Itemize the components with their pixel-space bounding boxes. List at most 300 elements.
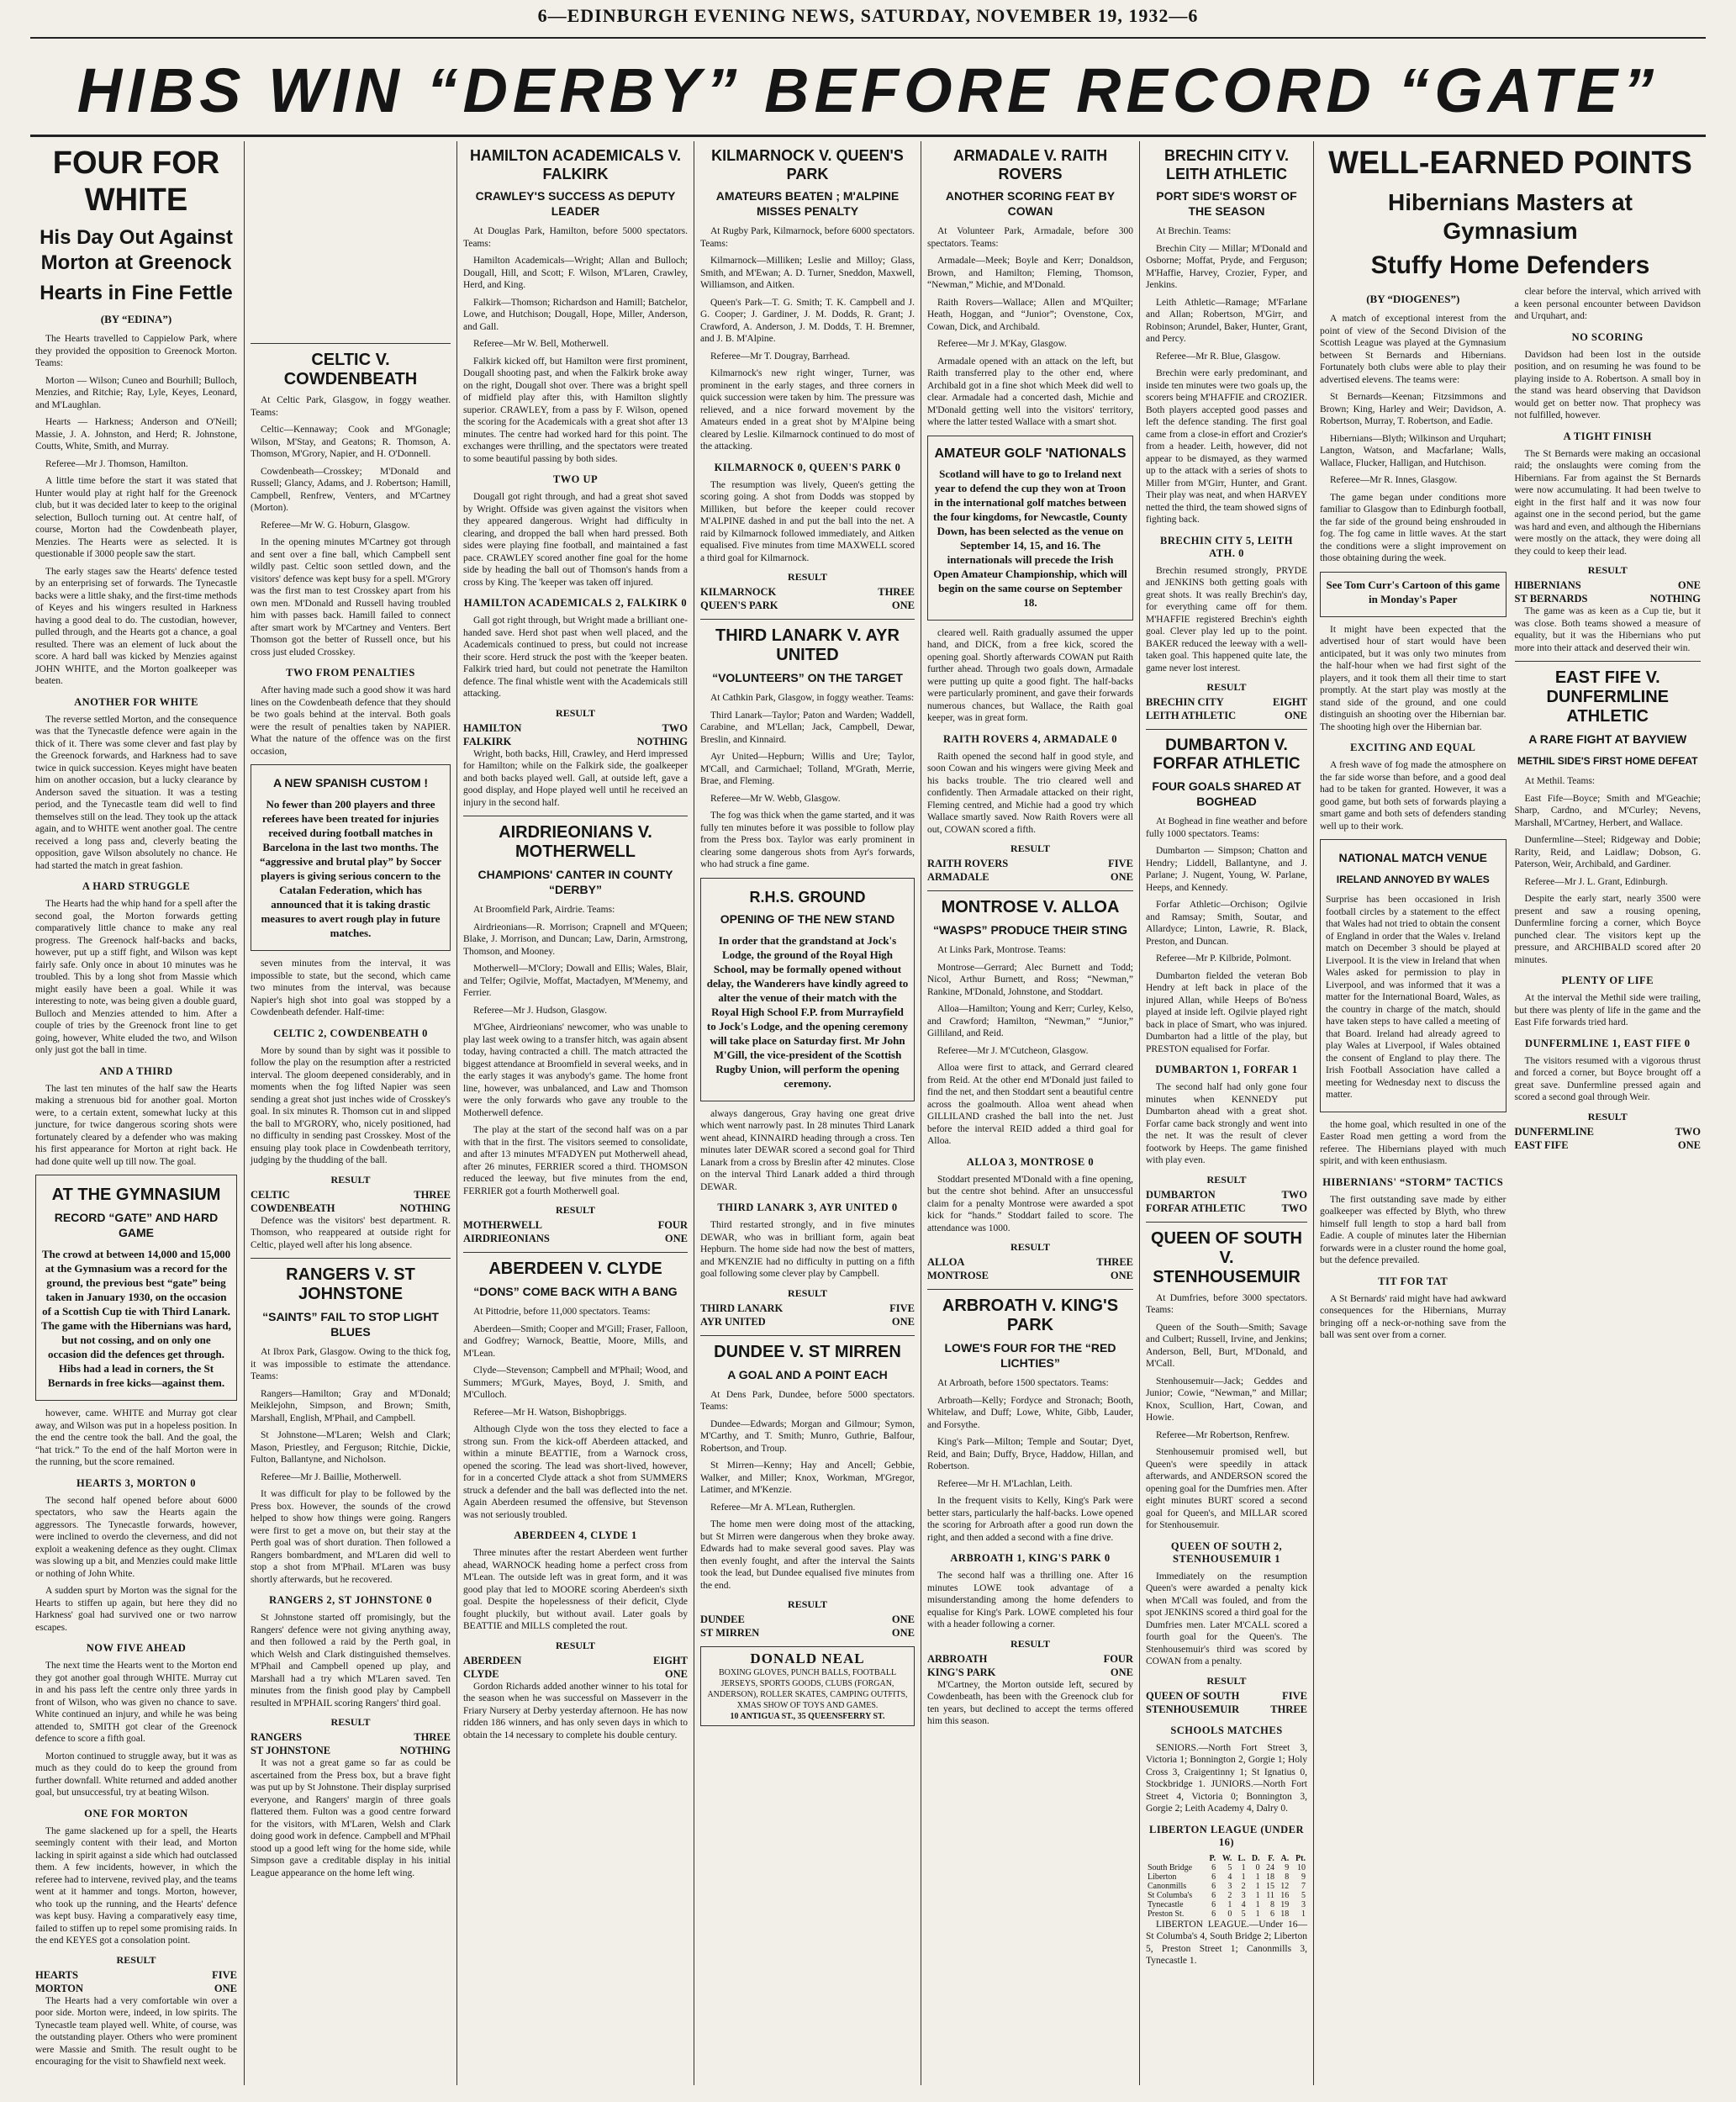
- spanish-custom-heading: A NEW SPANISH CUSTOM !: [272, 776, 429, 790]
- article-paragraph: Stenhousemuir promised well, but Queen's were speedily in attack afterwards, and ANDERSON scored the opening goal for the Dumfries men. After eight minutes BURT scored a second goal for Queen's, and MILLAR scored for Stenhousemuir.: [1146, 1447, 1307, 1530]
- article-paragraph: Brechin were early predominant, and inside ten minutes were two goals up, the scorers being M'HAFFIE and CROZIER. Both players accepted good passes and left the defence standing. The first goal came from a close-in effort and Crozier's from a header. Leith, however, did not appear to be dismayed, as they warmed up to the attack with a series of shots to Miller from M'Girr, Hunter, and Grant. Their play was neat, and when HARVEY netted the third, the team showed signs of fighting back.: [1146, 368, 1307, 525]
- result-line: [700, 1302, 915, 1315]
- team-name: QUEEN'S PARK: [700, 599, 778, 611]
- article-paragraph: Third restarted strongly, and in five minutes DEWAR, who was in brilliant form, again beat Hepburn. The home side had now the best of matters, and M'KENZIE had no difficulty in putting on a fifth goal following some clever play by Campbell.: [700, 1220, 915, 1279]
- section-heading: NO SCORING: [1571, 330, 1644, 343]
- team-score: THREE: [878, 586, 915, 598]
- result-line: [251, 1730, 451, 1744]
- result-line: [463, 1654, 688, 1667]
- article-paragraph: Brechin resumed strongly, PRYDE and JENKINS both getting goals with great shots. It was really Brechin's day, for everything came off for them. M'HAFFIE registered Brechin's eighth goal. Clever play led up to the point. BAKER reduced the leeway with a well-taken goal. This happened quite late, the game never lost interest.: [1146, 565, 1307, 673]
- article-paragraph: seven minutes from the interval, it was impossible to state, but the second, which came two minutes from the interval, was because Napier's high shot into goal was stopped by a Cowdenbeath defender. Half-time:: [251, 959, 451, 1017]
- referee-line: Referee—Mr J. Baillie, Motherwell.: [261, 1471, 402, 1482]
- article-paragraph: At Arbroath, before 1500 spectators. Teams:: [937, 1378, 1109, 1388]
- result-line: [700, 1613, 915, 1626]
- league-cell: 3: [1227, 1881, 1232, 1891]
- league-cell: 1: [1241, 1872, 1246, 1882]
- article-paragraph: More by sound than by sight was it possible to follow the play on the resumption after a restricted interval. The gloom deepened considerably, and in moments when the fog lifted Napier was seen sending a great shot just inches wide of Crosskey's goal. In six minutes R. Thomson cut in and slipped the ball to M'GRORY, who, nicely positioned, had no difficulty in sending past Crosskey. Most of the ensuing play took place in Cowdenbeath territory, judging by the thudding of the ball.: [251, 1045, 451, 1165]
- subhead-hamilton: CRAWLEY'S SUCCESS AS DEPUTY LEADER: [475, 189, 676, 218]
- gymnasium-box-subhead: RECORD “GATE” AND HARD GAME: [54, 1211, 219, 1239]
- league-cell: 4: [1241, 1899, 1246, 1909]
- league-cell: 6: [1211, 1881, 1216, 1891]
- league-cell: 12: [1280, 1881, 1290, 1891]
- team-name: ST JOHNSTONE: [251, 1745, 331, 1756]
- referee-line: Referee—Mr J. M'Kay, Glasgow.: [937, 339, 1067, 349]
- section-heading-league: LIBERTON LEAGUE (UNDER 16): [1149, 1823, 1304, 1848]
- referee-line: Referee—Mr W. Webb, Glasgow.: [710, 793, 841, 804]
- team-score: TWO: [662, 721, 688, 734]
- national-match-venue-subhead: IRELAND ANNOYED BY WALES: [1336, 874, 1490, 885]
- article-paragraph: Armadale opened with an attack on the left, but Raith transferred play to the other end, where Archibald got in a fine shot which Meek did well to clear. Armadale had a concerted dash, Michie and M'Donald getting well into the visitors' territory, where the latter tested Wallace with a smart shot.: [927, 356, 1133, 427]
- league-cell: 16: [1280, 1890, 1290, 1900]
- headline-third-lanark-ayr: THIRD LANARK V. AYR UNITED: [715, 626, 900, 664]
- team-score: TWO: [1675, 1125, 1701, 1138]
- article-paragraph: Alloa were first to attack, and Gerrard cleared from Reid. At the other end M'Donald just failed to find the net, and then Stoddart sent a beautiful centre across the goalmouth. Alloa went ahead when GILLILAND crashed the ball into the net. Just before the interval REID added a third goal for Alloa.: [927, 1063, 1133, 1146]
- gymnasium-box-text: The crowd at between 14,000 and 15,000 at the Gymnasium was a record for the ground, the previous best “gate” being taken in January 1930, on the occasion of a Scottish Cup tie with Third Lanark. The game with the Hibernians was hard, but not cossing, and on only one occasion did the defences get through. Hibs had a lead in corners, the St Bernards in free kicks—against them.: [41, 1248, 231, 1389]
- article-paragraph: Dumbarton fielded the veteran Bob Hendry at left back in place of the injured Allan, while Heeps of Bo'ness played at inside left. Ogilvie played right back in place of Smart, who was injured. Dumbarton had a little of the play, but PRESTON equalised for Forfar.: [1146, 970, 1307, 1054]
- league-cell: 18: [1280, 1909, 1290, 1919]
- section-heading: A HARD STRUGGLE: [82, 880, 191, 892]
- article-paragraph: After having made such a good show it was hard lines on the Cowdenbeath defence that they should be two goals behind at the interval. Both goals were the result of penalties taken by NAPIER. What the nature of the offence was on the first occasion,: [251, 685, 451, 757]
- league-cell: 7: [1301, 1881, 1306, 1891]
- referee-line: Referee—Mr A. M'Lean, Rutherglen.: [710, 1502, 856, 1513]
- column-armadale-montrose-arbroath: [922, 141, 1138, 2085]
- half-time-score: ALLOA 3, MONTROSE 0: [966, 1155, 1095, 1168]
- article-paragraph: The next time the Hearts went to the Morton end they got another goal through WHITE. Murray cut in and his pass left the centre only three yards in front of Wilson, who was given no chance to save. White continued an injury, and while he was being attended to, SMITH got clear of the Greenock defence to score a fifth goal.: [35, 1661, 237, 1744]
- team-name: ABERDEEN: [463, 1654, 522, 1666]
- team-score: ONE: [891, 599, 915, 611]
- result-label: RESULT: [788, 1286, 827, 1299]
- headline-montrose-alloa: MONTROSE V. ALLOA: [941, 898, 1120, 916]
- half-time-score: KILMARNOCK 0, QUEEN'S PARK 0: [714, 461, 901, 473]
- article-paragraph: Gordon Richards added another winner to his total for the season when he was successful on Masseverr in the Friary Nursery at Derby yesterday afternoon. He has now ridden 186 winners, and has only seven days in which to obtain the 14 necessary to complete his double century.: [463, 1681, 688, 1740]
- team-score: ONE: [891, 1627, 915, 1639]
- article-paragraph: The resumption was lively, Queen's getting the scoring going. A shot from Dodds was stopped by Milliken, but before the keeper could recover M'ALPINE dashed in and put the ball into the net. A raid by Kilmarnock followed immediately, and Aitken equalised. Five minutes from time MAXWELL scored a third goal for Kilmarnock.: [700, 479, 915, 563]
- divider: [1146, 1222, 1307, 1223]
- hibs-article-right: [1515, 286, 1702, 1347]
- team-list: Brechin City — Millar; M'Donald and Osborne; Moffat, Pryde, and Ferguson; M'Haffie, Harvey, Crozier, Fyper, and Jenkins.: [1146, 243, 1307, 290]
- article-paragraph: Falkirk kicked off, but Hamilton were first prominent, Dougall shooting past, and when the Falkirk broke away on the right, Dougall shot over. There was a bright spell of midfield play after this, with Hamilton slightly superior. CRAWLEY, from a pass by F. Wilson, opened the scoring for the Academicals with a great shot after 13 minutes. The centre had worked hard for this point. The exchanges were thrilling, and the spectators were treated to some beautiful passing by both sides.: [463, 356, 688, 464]
- league-row: [1146, 1891, 1307, 1900]
- team-list: Falkirk—Thomson; Richardson and Hamill; Batchelor, Lowe, and Hutchison; Dougall, Hope, Miller, Anderson, and Gall.: [463, 297, 688, 332]
- result-line: [700, 599, 915, 612]
- team-score: ONE: [1110, 1666, 1133, 1678]
- section-heading: EXCITING AND EQUAL: [1350, 742, 1476, 753]
- team-list: St Johnstone—M'Laren; Welsh and Clark; Mason, Priestley, and Ferguson; Ritchie, Dickie, Fulton, Ballantyne, and Nicholson.: [251, 1430, 451, 1465]
- advertiser-name: DONALD NEAL: [750, 1650, 865, 1666]
- article-paragraph: Raith opened the second half in good style, and soon Cowan and his wingers were giving Meek and his backs trouble. The trio cleared well and confidently. Then Armadale attacked on their right, Fleming centred, and Michie had a good try which Wallace smartly saved. Now Raith Rovers were all out, COWAN scored a fifth.: [927, 751, 1133, 835]
- result-line: [927, 1269, 1133, 1282]
- section-heading: PLENTY OF LIFE: [1561, 974, 1654, 986]
- league-cell: Canonmills: [1148, 1881, 1187, 1891]
- league-cell: 5: [1301, 1890, 1306, 1900]
- team-name: BRECHIN CITY: [1146, 696, 1224, 708]
- referee-line: Referee—Mr J. Thomson, Hamilton.: [45, 458, 188, 469]
- divider: [700, 1335, 915, 1336]
- team-name: AYR UNITED: [700, 1315, 766, 1328]
- headline-brechin-leith: BRECHIN CITY V. LEITH ATHLETIC: [1163, 147, 1290, 182]
- result-label: RESULT: [1206, 681, 1247, 693]
- league-column-header: P.: [1209, 1853, 1216, 1863]
- subhead-third-lanark: “VOLUNTEERS” ON THE TARGET: [712, 671, 903, 684]
- amateur-golf-heading: AMATEUR GOLF 'NATIONALS: [934, 446, 1127, 461]
- article-paragraph: Davidson had been lost in the outside position, and on resuming he was found to be playing inside to A. Robertson. A small boy in the stand was heard observing that Davidson would get on better now. That prophecy was not fulfilled, however.: [1514, 349, 1701, 420]
- league-cell: 3: [1301, 1899, 1306, 1909]
- column-kilmarnock-lanark-dundee: [695, 141, 920, 2085]
- team-list: Leith Athletic—Ramage; M'Farlane and Allan; Robertson, M'Girr, and Robinson; Arundel, Baker, Hunter, Grant, and Percy.: [1146, 297, 1307, 344]
- divider: [700, 619, 915, 620]
- half-time-score: HAMILTON ACADEMICALS 2, FALKIRK 0: [463, 597, 688, 609]
- article-paragraph: clear before the interval, which arrived with a keen personal encounter between Davidson and Urquhart, and:: [1514, 287, 1701, 321]
- headline-dumbarton-forfar: DUMBARTON V. FORFAR ATHLETIC: [1153, 737, 1301, 773]
- article-paragraph: In the opening minutes M'Cartney got through and sent over a fine ball, which Campbell sent wildly past. Celtic soon settled down, and the visitors' defence was kept busy for a spell. M'Grory was the first man to test Crosskey apart from his own men. M'Donald and Russell having troubled him with passes back. Hamill failed to connect after smart work by M'Cartney and Venters. Bert Thomson got the better of Russell once, but his cross just eluded Crosskey.: [251, 537, 451, 658]
- league-column-header: L.: [1237, 1853, 1246, 1863]
- gymnasium-box: [35, 1175, 237, 1401]
- team-name: COWDENBEATH: [251, 1202, 335, 1214]
- headline-armadale-raith: ARMADALE V. RAITH ROVERS: [952, 147, 1108, 182]
- team-score: ONE: [664, 1667, 688, 1680]
- gymnasium-box-heading: AT THE GYMNASIUM: [51, 1186, 221, 1204]
- folio-rule: [30, 37, 1706, 39]
- league-note: LIBERTON LEAGUE.—Under 16—St Columba's 4, South Bridge 2; Liberton 5, Preston Street 1; Canonmills 3, Tynecastle 1.: [1146, 1919, 1307, 1966]
- team-name: AIRDRIEONIANS: [463, 1233, 550, 1244]
- column-hamilton-airdrie-aberdeen: [458, 141, 693, 2085]
- team-score: ONE: [1110, 871, 1133, 883]
- section-heading: NOW FIVE AHEAD: [86, 1642, 187, 1654]
- team-list: Raith Rovers—Wallace; Allen and M'Quilter; Heath, Hoggan, and “Junior”; Ovenstone, Cox, Cowan, Dick, and Archibald.: [927, 297, 1133, 332]
- team-name: HEARTS: [35, 1968, 78, 1981]
- column-hibs-st-bernards: [1315, 141, 1706, 2085]
- headline-well-earned-points: WELL-EARNED POINTS: [1328, 145, 1692, 181]
- column-rule: [1139, 141, 1140, 2085]
- team-score: THREE: [414, 1188, 451, 1201]
- team-list: Hibernians—Blyth; Wilkinson and Urquhart; Langton, Watson, and Macfarlane; Walls, Wallace, Flucker, Halligan, and Hutchison.: [1320, 433, 1506, 468]
- team-list: East Fife—Boyce; Smith and M'Geachie; Sharp, Cardno, and M'Curley; Nevens, Marshall, M'Cartney, Herbert, and Wallace.: [1514, 793, 1701, 828]
- column-celtic-rangers: [245, 141, 456, 2085]
- league-cell: 1: [1241, 1862, 1246, 1872]
- divider: [1515, 661, 1702, 662]
- section-heading: HIBERNIANS' “STORM” TACTICS: [1322, 1175, 1504, 1188]
- league-row: [1146, 1863, 1307, 1872]
- referee-line: Referee—Mr R. Innes, Glasgow.: [1330, 475, 1458, 485]
- article-paragraph: M'Ghee, Airdrieonians' newcomer, who was unable to play last week owing to a transfer hitch, was again absent today, having contracted a chill. The match attracted the biggest attendance at Broomfield in several weeks, and in the early stages it was anybody's game. The home front line, however, was unbalanced, and Law and Thomson were the only forwards who gave any trouble to the Motherwell defence.: [463, 1022, 688, 1118]
- team-score: FIVE: [1282, 1689, 1307, 1702]
- result-label: RESULT: [556, 1639, 595, 1651]
- league-cell: 6: [1211, 1862, 1216, 1872]
- article-paragraph: The visitors resumed with a vigorous thrust and forced a corner, but Boyce brought off a great save. Dunfermline pressed again and scored a second goal through Weir.: [1514, 1055, 1701, 1102]
- referee-line: Referee—Mr W. Bell, Motherwell.: [473, 339, 609, 349]
- league-cell: 6: [1269, 1909, 1274, 1919]
- subhead-hearts-in-fine-fettle: Hearts in Fine Fettle: [40, 282, 233, 304]
- article-paragraph: Dougall got right through, and had a great shot saved by Wright. Offside was given against the visitors when they appeared dangerous. Wright had difficulty in clearing, and dropped the ball when hard pressed. Both sides were playing fine football, and maintained a fast pace. CRAWLEY scored another fine goal for the home side by heading the ball out of Thomson's hands from a cross by King. The 'keeper was taken off injured.: [463, 492, 688, 588]
- column-hearts-morton: [30, 141, 242, 2085]
- subhead-brechin: PORT SIDE'S WORST OF THE SEASON: [1156, 189, 1297, 218]
- league-cell: 5: [1227, 1862, 1232, 1872]
- section-heading-schools: SCHOOLS MATCHES: [1170, 1724, 1283, 1736]
- result-label: RESULT: [1206, 1674, 1247, 1687]
- team-score: ONE: [214, 1982, 237, 1994]
- league-cell: 1: [1255, 1890, 1260, 1900]
- cartoon-notice-box: [1320, 572, 1506, 617]
- column-brechin-dumbarton-queens: [1141, 141, 1312, 2085]
- article-paragraph: Morton continued to struggle away, but it was as much as they could do to keep the ground from further downfall. White returned and added another goal, but unsuccessful, try at beating Wilson.: [35, 1751, 237, 1798]
- team-score: THREE: [414, 1731, 451, 1743]
- article-paragraph: The reverse settled Morton, and the consequence was that the Tynecastle defence were again in the thick of it. There was some clever and fast play by the Greenock forwards, and Harkness had to save twice in quick succession. Keyes might have beaten him on another occasion, but a lucky clearance by Anderson saved the situation. It was a testing period, and the Tynecastle team did well to find themselves still on the lead. They took up the attack again, and to WHITE went another goal. The centre received a long pass and, cleverly beating the opposition, gave Wilson absolutely no chance. He had started the match in great fashion.: [35, 714, 237, 871]
- result-line: [463, 721, 688, 735]
- article-paragraph: The game began under conditions more familiar to Glasgow than to Edinburgh football, the far side of the ground being enshrouded in fog. The fog came in little waves. At the start the conditions were a slight improvement on those obtaining during the week.: [1320, 492, 1506, 563]
- team-list: Airdrieonians—R. Morrison; Crapnell and M'Queen; Blake, J. Morrison, and Duncan; Law, Darin, Armstrong, Thomson, and Mooney.: [463, 922, 688, 957]
- league-cell: 8: [1285, 1872, 1290, 1882]
- result-line: [251, 1744, 451, 1757]
- team-list: Arbroath—Kelly; Fordyce and Stronach; Booth, Whitelaw, and Duff; Lowe, White, Gibb, Lauder, and Forsythe.: [927, 1395, 1133, 1430]
- league-cell: 9: [1285, 1862, 1290, 1872]
- league-cell: 18: [1265, 1872, 1274, 1882]
- article-paragraph: In the frequent visits to Kelly, King's Park were better stars, particularly the half-backs. Lowe opened the scoring for Arbroath after a good run down the right, and then added a second with a fine drive.: [927, 1496, 1133, 1543]
- section-heading: TWO FROM PENALTIES: [286, 667, 415, 679]
- league-cell: 1: [1301, 1909, 1306, 1919]
- schools-results: SENIORS.—North Fort Street 3, Victoria 1; Bonnington 2, Gorgie 1; Holy Cross 3, Craigentinny 1; St Ignatius 0, Stockbridge 1. JUNIORS.—North Fort Street 4, Victoria 0; Bonnington 3, Gorgie 2; Leith Academy 4, Dalry 0.: [1146, 1742, 1307, 1814]
- article-paragraph: At Boghead in fine weather and before fully 1000 spectators. Teams:: [1146, 816, 1307, 839]
- article-paragraph: The play at the start of the second half was on a par with that in the first. The visitors seemed to consolidate, and after 13 minutes M'FADYEN put Motherwell ahead, after 26 minutes, FERRIER scored a third. THOMSON reduced the leeway, but five minutes from the end, FERRIER got a fourth Motherwell goal.: [463, 1125, 688, 1196]
- article-paragraph: At Links Park, Montrose. Teams:: [937, 945, 1066, 955]
- result-line: [463, 1218, 688, 1232]
- half-time-score: CELTIC 2, COWDENBEATH 0: [273, 1027, 428, 1039]
- team-name: RANGERS: [251, 1731, 303, 1743]
- main-banner-headline: HIBS WIN “DERBY” BEFORE RECORD “GATE”: [77, 55, 1659, 125]
- byline: (BY “EDINA”): [100, 313, 172, 325]
- article-paragraph: however, came. WHITE and Murray got clear away, and Wilson was put in a hopeless position. In the end the centre took the ball. And the goal, the “hat trick.” To the end of the half Morton were in the running, but the score remained.: [35, 1408, 237, 1467]
- article-paragraph: The second half opened before about 6000 spectators, who saw the Hearts again the aggressors. The Tynecastle forwards, however, were inclined to overdo the cleverness, and did not exploit a weakening defence as they ought. Climax was slowing up a bit, and Menzies could make little or nothing of John White.: [35, 1495, 237, 1579]
- referee-line: Referee—Mr J. Hudson, Glasgow.: [473, 1005, 607, 1016]
- article-paragraph: At Methil. Teams:: [1524, 776, 1596, 786]
- subhead-rangers: “SAINTS” FAIL TO STOP LIGHT BLUES: [262, 1310, 439, 1339]
- result-line: [463, 1667, 688, 1681]
- team-list: Dumbarton — Simpson; Chatton and Hendry; Liddell, Ballantyne, and J. Parlane; J. Nugent, Young, W. Parlane, Heeps, and Kennedy.: [1146, 846, 1307, 893]
- article-paragraph: At Rugby Park, Kilmarnock, before 6000 spectators. Teams:: [700, 226, 915, 249]
- national-match-venue-box: [1320, 839, 1506, 1112]
- article-paragraph: always dangerous, Gray having one great drive which went narrowly past. In 28 minutes Third Lanark went ahead, KINNAIRD heading through a cross. Ten minutes later DEWAR scored a second goal for Third Lanark from a cross by Breslin after 42 minutes. Close on the interval Third Lanark added a third through DEWAR.: [700, 1108, 915, 1192]
- article-paragraph: A match of exceptional interest from the point of view of the Second Division of the Scottish League was played at the Gymnasium between St Bernards and Hibernians. Fortunately both clubs were able to play their advertised elevens. The teams were:: [1320, 314, 1506, 385]
- article-paragraph: Immediately on the resumption Queen's were awarded a penalty kick when M'Call was fouled, and from the spot JENKINS scored a third goal for the Dumfries men. Later M'CALL scored a fourth goal for the Queen's. The Stenhousemuir's third was scored by COWAN from a penalty.: [1146, 1571, 1307, 1666]
- result-line: [251, 1202, 451, 1215]
- team-list: Ayr United—Hepburn; Willis and Ure; Taylor, M'Call, and Carmichael; Tolland, M'Grath, Merrie, Brae, and Fleming.: [700, 752, 915, 786]
- subhead-his-day-out: His Day Out Against Morton at Greenock: [40, 226, 233, 274]
- team-list: Kilmarnock—Milliken; Leslie and Milloy; Glass, Smith, and M'Ewan; A. D. Turner, Sneddon, Maxwell, Williamson, and Aitken.: [700, 256, 915, 290]
- team-list: Third Lanark—Taylor; Paton and Warden; Waddell, Carabine, and M'Lellan; Jack, Campbell, Dewar, Breslin, and Kinnaird.: [700, 710, 915, 745]
- team-list: Stenhousemuir—Jack; Geddes and Junior; Cowie, “Newman,” and Millar; Knox, Scullion, Hart, Cowan, and Howie.: [1146, 1376, 1307, 1423]
- article-paragraph: At the interval the Methil side were trailing, but there was plenty of life in the game and the East Fife forwards tried hard.: [1514, 993, 1701, 1027]
- cartoon-notice-text: See Tom Curr's Cartoon of this game in Monday's Paper: [1326, 578, 1501, 605]
- team-list: Aberdeen—Smith; Cooper and M'Gill; Fraser, Falloon, and Godfrey; Warnock, Beattie, Moore, Mills, and M'Lean.: [463, 1323, 688, 1359]
- headline-airdrie-motherwell: AIRDRIEONIANS V. MOTHERWELL: [499, 823, 652, 861]
- article-paragraph: The first outstanding save made by either goalkeeper was effected by Blyth, who threw himself full length to stop a hard ball from Eadie. A couple of minutes later the Hibernian forwards were in a cluster round the home goal, but the defence prevailed.: [1320, 1194, 1506, 1265]
- league-cell: Preston St.: [1148, 1909, 1185, 1919]
- spanish-custom-text: No fewer than 200 players and three referees have been treated for injuries received during football matches in Barcelona in the last two months. The “aggressive and brutal play” by Soccer players is giving serious concern to the Catalan Federation, which has announced that it is taking drastic measures to avert rough play in future matches.: [259, 798, 442, 939]
- amateur-golf-text: Scotland will have to go to Ireland next year to defend the cup they won at Troon in the international golf matches between the four kingdoms, for Newcastle, County Down, has been selected as the venue on September 14, 15, and 16. The internationals will precede the Irish Open Amateur Championship, which will begin on the same course on September 18.: [933, 467, 1127, 609]
- league-cell: 6: [1211, 1909, 1216, 1919]
- article-paragraph: The home men were doing most of the attacking, but St Mirren were dangerous when they broke away. Edwards had to make several good saves. Play was then evenly fought, and after the interval the Saints took the lead, but Dundee equalised five minutes from the end.: [700, 1519, 915, 1591]
- team-name: HAMILTON: [463, 721, 522, 734]
- article-paragraph: The Hearts had the whip hand for a spell after the second goal, the Morton forwards getting comparatively little chance to make any real progress. The Greenock half-backs and backs, however, put up a stiff fight, and Wilson was kept fairly safe. Only once in about 10 minutes was he troubled. This by a long shot from Massie which might easily have been a goal. While it was interesting to note, was being given a double guard, Bulloch and Menzies attended to him. After a couple of tries by the Greenock front line to get going, however, White eluded the two, and Wilson only just got the ball in time.: [35, 899, 237, 1055]
- team-list: Alloa—Hamilton; Young and Kerr; Curley, Kelso, and Crawford; Hamilton, “Newman,” “Junior,” Gilliland, and Reid.: [927, 1004, 1133, 1038]
- article-paragraph: At Broomfield Park, Airdrie. Teams:: [473, 905, 615, 915]
- article-paragraph: Three minutes after the restart Aberdeen went further ahead, WARNOCK heading home a perfect cross from M'Lean. The outside left was in great form, and it was good play that led to MOORE scoring Aberdeen's sixth goal. Despite the hopelessness of their deficit, Clyde fought pluckily, but without avail. Later goals by BEATTIE and MILLS completed the rout.: [463, 1548, 688, 1631]
- result-line: [927, 1255, 1133, 1269]
- rhs-ground-heading: R.H.S. GROUND: [749, 888, 866, 906]
- result-label: RESULT: [788, 571, 827, 583]
- article-paragraph: The St Bernards were making an occasional raid; the onslaughts were coming from the Hibernians. Far from against the St Bernards were now accumulating. It had been twelve to eight in the first half and it was now four against one in the second period, but the game was hard and even, and although the Hibernians were mostly on the attack, they were doing all they could to keep their lead.: [1514, 448, 1701, 557]
- league-cell: 1: [1227, 1899, 1232, 1909]
- team-list: Hearts — Harkness; Anderson and O'Neill; Massie, J. A. Johnston, and Herd; R. Johnstone, Coutts, White, Smith, and Murray.: [35, 417, 237, 452]
- team-name: ST BERNARDS: [1514, 593, 1588, 605]
- team-score: FOUR: [1103, 1652, 1133, 1665]
- headline-aberdeen-clyde: ABERDEEN V. CLYDE: [488, 1260, 662, 1278]
- half-time-score: HEARTS 3, MORTON 0: [77, 1476, 196, 1489]
- headline-queen-of-south: QUEEN OF SOUTH V. STENHOUSEMUIR: [1150, 1228, 1302, 1286]
- result-line: [1146, 1689, 1307, 1703]
- article-paragraph: It might have been expected that the advertised hour of start would have been anticipated, but it was only two minutes from the half-hour when we had first sight of the players, and it took them all their time to start promptly. At the start play was mostly at the stand side of the ground, and one could distinguish an shooting over the Hibernian bar. The shooting high over the Hibernian bar.: [1320, 624, 1506, 732]
- result-line: [1515, 592, 1702, 605]
- article-paragraph: cleared well. Raith gradually assumed the upper hand, and DICK, from a free kick, scored the opening goal. Shortly afterwards COWAN put Raith further ahead. Through two goals down, Armadale were putting up quite a good fight. The half-backs were particularly prominent, and gave their forwards numerous chances, but Wallace, the Raith goal keeper, was in great form.: [927, 627, 1133, 723]
- article-paragraph: The Hearts had a very comfortable win over a poor side. Morton were, indeed, in low spirits. The Tynecastle team played well. White, of course, was the outstanding player. Others who were prominent were Massie and Smith. The result ought to be encouraging for the visit to Shawfield next week.: [35, 1995, 237, 2067]
- league-table: [1146, 1854, 1307, 1919]
- subhead-airdrie: CHAMPIONS' CANTER IN COUNTY “DERBY”: [478, 868, 673, 896]
- subhead-dumbarton: FOUR GOALS SHARED AT BOGHEAD: [1152, 779, 1301, 808]
- league-cell: 2: [1227, 1890, 1232, 1900]
- article-paragraph: A little time before the start it was stated that Hunter would play at right half for the Greenock club, but it was decided later to keep to the original selection, Bulloch turning out. At centre half, of course, Morton had the Cowdenbeath player, Menzies. The Hearts were as selected. It is questionable if 3000 people saw the start.: [35, 476, 237, 559]
- headline-hamilton-falkirk: HAMILTON ACADEMICALS V. FALKIRK: [469, 147, 681, 182]
- league-table-header: [1146, 1854, 1307, 1863]
- article-paragraph: The fog was thick when the game started, and it was fully ten minutes before it was possible to follow play from the Press box. Taylor was early prominent in clearing some dangerous shots from Ayr's forwards, who had struck a fine game.: [700, 811, 915, 869]
- amateur-golf-box: [927, 436, 1133, 621]
- section-heading: TWO UP: [552, 473, 599, 485]
- league-column-header: A.: [1280, 1853, 1290, 1863]
- team-name: STENHOUSEMUIR: [1146, 1703, 1240, 1715]
- referee-line: Referee—Mr J. L. Grant, Edinburgh.: [1524, 876, 1668, 887]
- result-line: [927, 857, 1133, 870]
- result-label: RESULT: [1206, 1173, 1247, 1186]
- article-paragraph: The early stages saw the Hearts' defence tested by an enterprising set of forwards. The Tynecastle backs were a little shaky, and the first-time methods of Keyes and his wingers resulted in Harkness having a good deal to do. The custodian, however, pulled through, and the Hearts got a chance, a goal resulted. There was an element of luck about the score. A hard ball was kicked by Menzies against JOHN WHITE, and the Morton goalkeeper was beaten.: [35, 566, 237, 686]
- article-paragraph: The last ten minutes of the half saw the Hearts making a strenuous bid for another goal. Morton were, to a certain extent, somewhat lucky at this juncture, for twice dangerous scoring shots were fortunately cleared by a defender who was making his first appearance for Morton at right back. He had done quite well up till now. The goal.: [35, 1083, 237, 1167]
- headline-east-fife-dunfermline: EAST FIFE V. DUNFERMLINE ATHLETIC: [1546, 668, 1670, 726]
- result-line: [35, 1968, 237, 1982]
- byline: (BY “DIOGENES”): [1366, 293, 1460, 305]
- hibs-article-left: [1320, 286, 1506, 1347]
- article-paragraph: Defence was the visitors' best department. R. Thomson, who reappeared at outside right for Celtic, played well after his long absence.: [251, 1215, 451, 1250]
- league-column-header: [1146, 1854, 1206, 1863]
- result-line: [927, 1652, 1133, 1666]
- result-label: RESULT: [556, 706, 595, 719]
- referee-line: Referee—Mr R. Blue, Glasgow.: [1156, 351, 1281, 362]
- result-line: [1146, 709, 1307, 722]
- headline-arbroath-kings-park: ARBROATH V. KING'S PARK: [942, 1297, 1119, 1334]
- article-paragraph: The second half was a thrilling one. After 16 minutes LOWE took advantage of a misunderstanding among the home defenders to equalise for King's Park. LOWE completed his four with a header following a corner.: [927, 1571, 1133, 1629]
- league-cell: 5: [1241, 1909, 1246, 1919]
- article-paragraph: At Celtic Park, Glasgow, in foggy weather. Teams:: [251, 395, 451, 418]
- team-score: NOTHING: [399, 1202, 451, 1214]
- article-paragraph: the home goal, which resulted in one of the Easter Road men getting a word from the referee. The Hibernians played with much spirit, and with keen enthusiasm.: [1320, 1119, 1506, 1166]
- team-score: FIVE: [889, 1302, 915, 1314]
- team-name: LEITH ATHLETIC: [1146, 710, 1237, 721]
- half-time-score: BRECHIN CITY 5, LEITH ATH. 0: [1160, 534, 1293, 559]
- half-time-score: RAITH ROVERS 4, ARMADALE 0: [942, 732, 1118, 745]
- headline-four-for-white: FOUR FOR WHITE: [52, 145, 220, 218]
- team-name: QUEEN OF SOUTH: [1146, 1689, 1240, 1702]
- league-cell: 1: [1255, 1881, 1260, 1891]
- team-score: FIVE: [212, 1968, 237, 1981]
- team-score: THREE: [1096, 1256, 1133, 1268]
- league-cell: 8: [1269, 1899, 1274, 1909]
- article-paragraph: At Brechin. Teams:: [1156, 226, 1232, 236]
- subhead-montrose: “WASPS” PRODUCE THEIR STING: [932, 923, 1128, 937]
- headline-celtic-cowdenbeath: CELTIC V. COWDENBEATH: [283, 351, 418, 388]
- team-name: MONTROSE: [927, 1270, 989, 1281]
- league-cell: 4: [1227, 1872, 1232, 1882]
- team-score: TWO: [1281, 1202, 1307, 1214]
- team-score: ONE: [1677, 579, 1701, 591]
- result-line: [1515, 578, 1702, 592]
- subhead-dundee: A GOAL AND A POINT EACH: [727, 1367, 888, 1381]
- half-time-score: DUMBARTON 1, FORFAR 1: [1155, 1064, 1298, 1075]
- league-cell: 3: [1241, 1890, 1246, 1900]
- team-score: ONE: [1677, 1138, 1701, 1151]
- referee-line: Referee—Mr W. G. Hoburn, Glasgow.: [261, 520, 410, 531]
- team-score: ONE: [664, 1233, 688, 1244]
- result-label: RESULT: [1010, 1241, 1050, 1253]
- team-score: NOTHING: [399, 1745, 451, 1756]
- half-time-score: QUEEN OF SOUTH 2, STENHOUSEMUIR 1: [1170, 1540, 1283, 1565]
- team-list: Clyde—Stevenson; Campbell and M'Phail; Wood, and Summers; M'Gurk, Mayes, Boyd, J. Smith, and M'Culloch.: [463, 1365, 688, 1400]
- advertisement-text: BOXING GLOVES, PUNCH BALLS, FOOTBALL JERSEYS, SPORTS GOODS, CLUBS (FORGAN, ANDERSON), ROLLER SKATES, CAMPING OUTFITS, XMAS SHOW OF TOYS AND GAMES.: [707, 1668, 908, 1710]
- referee-line: Referee—Mr H. M'Lachlan, Leith.: [937, 1478, 1073, 1489]
- half-time-score: ABERDEEN 4, CLYDE 1: [514, 1529, 637, 1541]
- team-score: THREE: [1270, 1703, 1307, 1715]
- league-cell: 24: [1265, 1862, 1274, 1872]
- team-name: ARMADALE: [927, 871, 989, 883]
- team-name: MORTON: [35, 1982, 83, 1994]
- column-rule: [456, 141, 457, 2085]
- article-paragraph: Although Clyde won the toss they elected to face a strong sun. From the kick-off Aberdeen attacked, and within a minute BEATTIE, from a Warnock cross, opened the scoring. The lead was short-lived, however, for in a concerted Clyde attack a shot from SUMMERS struck a defender and the ball was deflected into the net. Again Aberdeen resumed the offensive, but Stevenson was not seriously troubled.: [463, 1424, 688, 1520]
- league-cell: 6: [1211, 1899, 1216, 1909]
- team-name: THIRD LANARK: [700, 1302, 784, 1314]
- subhead-stuffy-home-defenders: Stuffy Home Defenders: [1370, 251, 1650, 279]
- result-line: [700, 585, 915, 599]
- league-row: [1146, 1882, 1307, 1891]
- headline-dundee-st-mirren: DUNDEE V. ST MIRREN: [714, 1342, 901, 1361]
- rhs-ground-box: [700, 878, 915, 1101]
- article-paragraph: At Dumfries, before 3000 spectators. Teams:: [1146, 1292, 1307, 1315]
- result-line: [1146, 1202, 1307, 1215]
- subhead-east-fife: A RARE FIGHT AT BAYVIEW: [1528, 732, 1687, 746]
- article-paragraph: Despite the early start, nearly 3500 were present and saw a rousing opening, Dunfermline forcing a corner, which Boyce punched clear. The visitors kept up the pressure, and ARCHIBALD scored after 20 minutes.: [1514, 894, 1701, 965]
- result-line: [1515, 1138, 1702, 1152]
- team-list: Rangers—Hamilton; Gray and M'Donald; Meiklejohn, Simpson, and Brown; Smith, Marshall, English, M'Phail, and Campbell.: [251, 1388, 451, 1423]
- league-cell: 0: [1255, 1862, 1260, 1872]
- team-name: FALKIRK: [463, 735, 512, 747]
- team-list: Hamilton Academicals—Wright; Allan and Bulloch; Dougall, Hill, and Scott; F. Wilson, M'Laren, Crawley, Herd, and King.: [463, 256, 688, 290]
- result-line: [1146, 1703, 1307, 1716]
- article-paragraph: It was not a great game so far as could be ascertained from the Press box, but a brave fight was put up by St Johnstone. Their display surprised everyone, and Rangers' margin of three goals flattered them. Fulton was a good centre forward for the visitors, with M'Laren, Welsh and Clark doing good work in defence. Campbell and M'Phail stood up a good left wing for the home side, while Simpson gave a creditable display in his initial League appearance on the home left wing.: [251, 1758, 451, 1878]
- league-row: [1146, 1900, 1307, 1909]
- result-label: RESULT: [788, 1598, 827, 1610]
- subhead-kilmarnock: AMATEURS BEATEN ; M'ALPINE MISSES PENALTY: [715, 189, 900, 218]
- national-match-venue-text: Surprise has been occasioned in Irish football circles by a statement to the effect that Wales had not tried to obtain the consent of England in order that the Wales v. Ireland match on December 3 should be played at Liverpool. It is the view in Ireland that when Wales asked for permission to play in Liverpool, and was informed that it was a matter for the International Board, Wales, as the country in charge of the match, should have taken steps to have called a meeting of that Board. Ireland had already agreed to play Wales at Liverpool, if Wales obtained the consent of England to play there. The Irish Football Association have called a meeting for Wednesday next to discuss the matter.: [1326, 895, 1501, 1100]
- result-line: [700, 1626, 915, 1640]
- article-paragraph: Kilmarnock's new right winger, Turner, was prominent in the early stages, and three corners in quick succession were taken by him. The pressure was relieved, and a nice forward movement by the Amateurs ended in a great shot by M'Alpine being cleared by Leslie. Kilmarnock continued to do most of the attacking.: [700, 368, 915, 452]
- team-list: Forfar Athletic—Orchison; Ogilvie and Ramsay; Smith, Soutar, and Allardyce; Linton, Lawrie, R. Black, Preston, and Duncan.: [1146, 900, 1307, 947]
- banner-rule: [30, 135, 1706, 137]
- article-paragraph: At Douglas Park, Hamilton, before 5000 spectators. Teams:: [463, 226, 688, 249]
- result-label: RESULT: [1010, 1637, 1050, 1650]
